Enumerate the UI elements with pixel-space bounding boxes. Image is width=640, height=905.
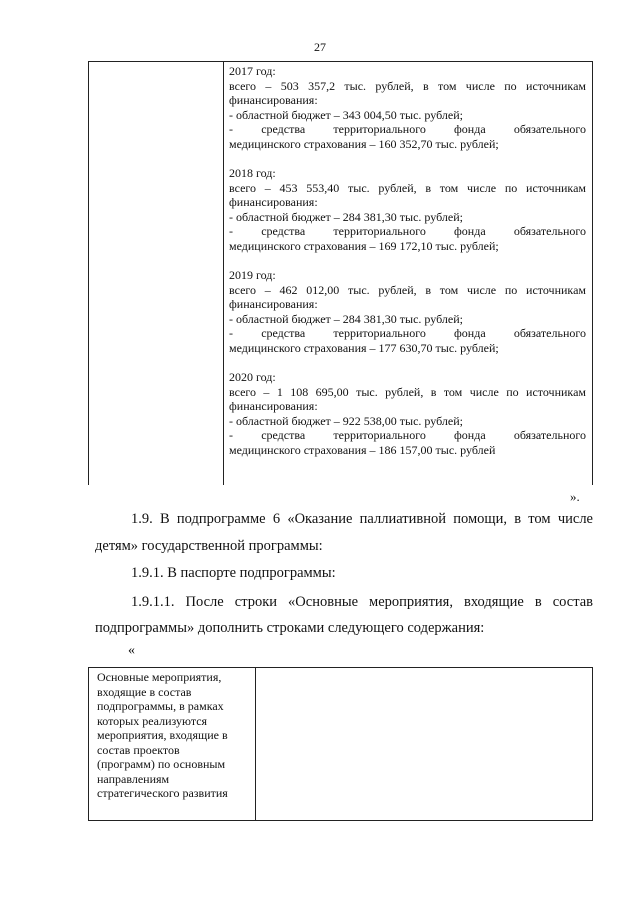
- total-line: всего – 1 108 695,00 тыс. рублей, в том числе по источникам: [229, 384, 586, 399]
- financing-line: финансирования:: [229, 297, 318, 311]
- regional-budget-line: - областной бюджет – 343 004,50 тыс. рублей;: [229, 107, 463, 122]
- table-column-divider: [255, 668, 256, 820]
- year-block-2019: [229, 268, 586, 355]
- fund-line: - средства территориального фонда обязательного: [229, 122, 586, 136]
- regional-budget-line: - областной бюджет – 284 381,30 тыс. рублей;: [229, 311, 463, 326]
- year-block-2018: [229, 166, 586, 253]
- row-label-line: состав проектов: [97, 742, 180, 757]
- row-label-line: входящие в состав: [97, 684, 192, 699]
- year-heading: 2017 год:: [229, 64, 276, 78]
- paragraph-1-9-1-1-cont: подпрограммы» дополнить строками следующего содержания:: [95, 620, 485, 636]
- fund-line-cont: медицинского страхования – 186 157,00 тыс. рублей: [229, 442, 496, 457]
- closing-quote: ».: [570, 489, 580, 504]
- year-heading: 2018 год:: [229, 166, 276, 180]
- financing-line: финансирования:: [229, 93, 318, 107]
- paragraph-1-9-1-1: 1.9.1.1. После строки «Основные мероприятия, входящие в состав: [131, 594, 593, 610]
- page-number: 27: [314, 40, 326, 54]
- row-label-line: стратегического развития: [97, 786, 228, 800]
- financing-table: [88, 61, 593, 485]
- paragraph-1-9: 1.9. В подпрограмме 6 «Оказание паллиативной помощи, в том числе: [131, 511, 593, 527]
- financing-line: финансирования:: [229, 399, 318, 413]
- financing-cell: [229, 64, 586, 472]
- total-line: всего – 453 553,40 тыс. рублей, в том числе по источникам: [229, 180, 586, 195]
- year-block-2020: [229, 370, 586, 457]
- row-label-line: Основные мероприятия,: [97, 670, 222, 684]
- fund-line-cont: медицинского страхования – 177 630,70 тыс. рублей;: [229, 340, 499, 355]
- new-row-table: [88, 667, 593, 821]
- total-line: всего – 503 357,2 тыс. рублей, в том числе по источникам: [229, 78, 586, 93]
- row-label-line: которых реализуются: [97, 713, 208, 728]
- fund-line: - средства территориального фонда обязательного: [229, 428, 586, 442]
- row-label-line: подпрограммы, в рамках: [97, 699, 224, 713]
- year-heading: 2020 год:: [229, 370, 276, 384]
- regional-budget-line: - областной бюджет – 922 538,00 тыс. рублей;: [229, 413, 463, 428]
- fund-line: - средства территориального фонда обязательного: [229, 326, 586, 340]
- fund-line-cont: медицинского страхования – 169 172,10 тыс. рублей;: [229, 238, 499, 253]
- year-heading: 2019 год:: [229, 268, 276, 282]
- fund-line: - средства территориального фонда обязательного: [229, 224, 586, 238]
- year-block-2017: [229, 64, 586, 151]
- regional-budget-line: - областной бюджет – 284 381,30 тыс. рублей;: [229, 209, 463, 224]
- table-column-divider: [223, 62, 224, 485]
- fund-line-cont: медицинского страхования – 160 352,70 тыс. рублей;: [229, 136, 499, 151]
- row-label-line: (программ) по основным: [97, 757, 226, 771]
- total-line: всего – 462 012,00 тыс. рублей, в том числе по источникам: [229, 282, 586, 297]
- paragraph-1-9-cont: детям» государственной программы:: [95, 538, 323, 554]
- row-label: [97, 670, 253, 801]
- opening-quote: «: [128, 643, 135, 658]
- financing-line: финансирования:: [229, 195, 318, 209]
- row-label-line: мероприятия, входящие в: [97, 728, 228, 742]
- row-label-line: направлениям: [97, 771, 170, 786]
- paragraph-1-9-1: 1.9.1. В паспорте подпрограммы:: [131, 565, 336, 581]
